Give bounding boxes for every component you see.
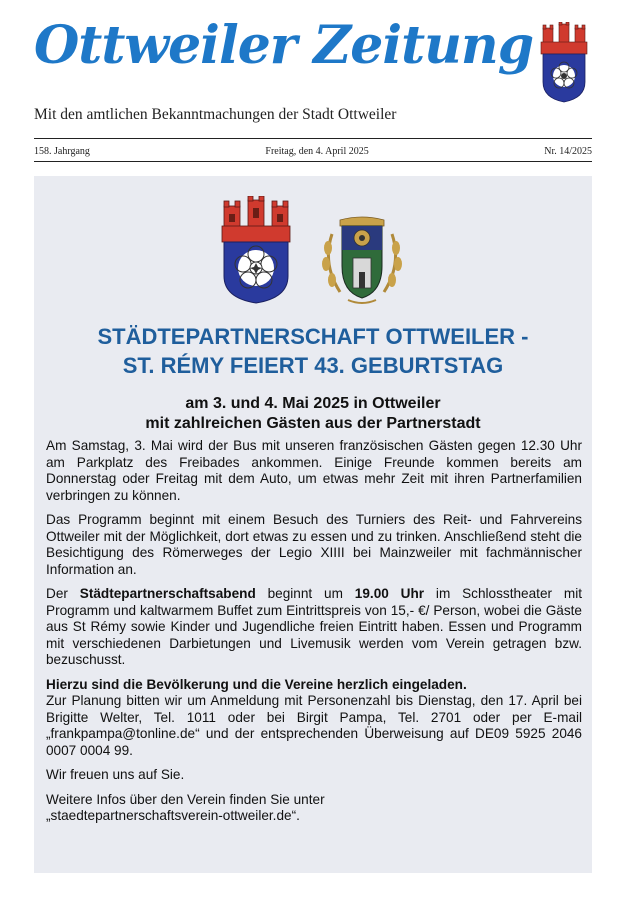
ottweiler-coat-of-arms-icon <box>220 196 292 304</box>
st-remy-coat-of-arms-icon <box>320 214 404 306</box>
article-body <box>46 438 582 833</box>
paragraph-program: Das Programm beginnt mit einem Besuch des Turniers des Reit- und Fahrvereins Ottweiler mit der Möglichkeit, dort etwas zu essen und zu trinken. Anschließend steht die Besichtigung des Römerweges der Legio XIIII bei Mainzweiler mit fachmännischer Information an. <box>46 512 582 577</box>
subhead-line: mit zahlreichen Gästen aus der Partnerstadt <box>145 415 481 432</box>
newspaper-title: Ottweiler Zeitung <box>34 15 534 76</box>
article-headline <box>34 322 592 380</box>
issue-info-bar <box>34 146 592 157</box>
website-reference: „staedtepartnerschaftsverein-ottweiler.de“. <box>46 808 300 823</box>
masthead-divider <box>34 138 592 139</box>
issue-number: Nr. 14/2025 <box>544 146 592 157</box>
paragraph-closing: Wir freuen uns auf Sie. <box>46 767 185 782</box>
subhead-line: am 3. und 4. Mai 2025 in Ottweiler <box>185 395 441 412</box>
partner-city-crests <box>220 196 400 306</box>
headline-line: STÄDTEPARTNERSCHAFT OTTWEILER - <box>97 324 529 349</box>
headline-line: ST. RÉMY FEIERT 43. GEBURTSTAG <box>122 353 504 378</box>
event-time: 19.00 Uhr <box>354 586 425 601</box>
info-bar-divider <box>34 161 592 162</box>
newspaper-subtitle: Mit den amtlichen Bekanntmachungen der Stadt Ottweiler <box>34 106 397 123</box>
paragraph-arrival: Am Samstag, 3. Mai wird der Bus mit unseren französischen Gästen gegen 12.30 Uhr am Parkplatz des Freibades ankommen. Einige Freunde kommen bereits am Donnerstag oder Freitag mit dem Auto, um etwas mehr Zeit mit ihren Partnerfamilien verbringen zu können. <box>46 438 582 503</box>
invitation-line <box>46 677 582 694</box>
issue-date: Freitag, den 4. April 2025 <box>265 146 369 157</box>
text-run: Der <box>46 586 80 601</box>
article-panel <box>34 176 592 873</box>
text-run: beginnt um <box>255 586 355 601</box>
event-name: Städtepartnerschaftsabend <box>79 586 256 601</box>
text-run: im Schlosstheater mit Programm und kaltwarmem Buffet zum Eintrittspreis von 15,- €/ Person, wobei die Gäste aus St Rémy sowie Kinder und Jugendliche freien Eintritt haben. Essen und Programm mit verschiedenen Darbietungen und Livemusik werden vom Verein getragen bzw. bezuschusst. <box>46 586 582 667</box>
invitation-text: Hierzu sind die Bevölkerung und die Vereine herzlich eingeladen. <box>46 676 467 692</box>
volume-label: 158. Jahrgang <box>34 146 90 157</box>
masthead <box>34 14 594 123</box>
paragraph-evening <box>46 586 582 669</box>
article-subheadline <box>34 394 592 434</box>
ottweiler-coat-of-arms-icon <box>539 22 589 104</box>
paragraph-more-info: Weitere Infos über den Verein finden Sie unter <box>46 791 325 807</box>
paragraph-registration: Zur Planung bitten wir um Anmeldung mit Personenzahl bis Dienstag, den 17. April bei Brigitte Welter, Tel. 1011 oder bei Birgit Pampa, Tel. 2701 oder per E-mail „frankpampa@tonline.de“ und der entsprechenden Überweisung auf DE09 5925 2046 0007 0004 99. <box>46 693 582 758</box>
